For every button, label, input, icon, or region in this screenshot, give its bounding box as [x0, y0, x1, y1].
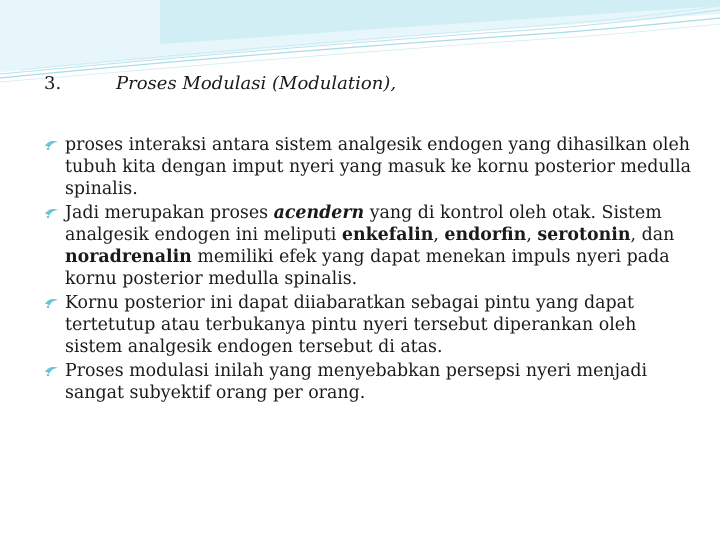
point-text: memiliki efek yang dapat menekan impuls nyeri pada kornu posterior medulla spinalis.: [65, 247, 670, 289]
term-acendern: acendern: [273, 203, 365, 223]
section-heading: [44, 72, 396, 96]
list-item: [44, 202, 694, 290]
wave-fill-inner: [160, 0, 720, 44]
section-title: Proses Modulasi (Modulation),: [116, 73, 397, 94]
term-enkefalin: enkefalin: [341, 225, 434, 245]
list-item: [44, 360, 694, 404]
point-text: Jadi merupakan proses: [65, 203, 274, 223]
term-endorfin: endorfin: [444, 225, 527, 245]
point-text: Proses modulasi inilah yang menyebabkan persepsi nyeri menjadi sangat subyektif orang per orang.: [65, 361, 648, 403]
flourish-bullet-icon: [44, 297, 60, 309]
point-text: ,: [433, 225, 445, 245]
point-text: yang di kontrol oleh otak. Sistem analgesik endogen ini meliputi: [65, 203, 662, 245]
term-serotonin: serotonin: [537, 225, 631, 245]
list-item: [44, 134, 694, 200]
list-item: [44, 292, 694, 358]
point-text: , dan: [630, 225, 675, 245]
point-text: ,: [526, 225, 538, 245]
flourish-bullet-icon: [44, 365, 60, 377]
section-number: 3.: [44, 73, 62, 94]
content-list: [44, 134, 694, 406]
term-noradrenalin: noradrenalin: [65, 247, 192, 267]
flourish-bullet-icon: [44, 139, 60, 151]
point-text: proses interaksi antara sistem analgesik endogen yang dihasilkan oleh tubuh kita dengan imput nyeri yang masuk ke kornu posterior medulla spinalis.: [65, 135, 692, 199]
flourish-bullet-icon: [44, 207, 60, 219]
point-text: Kornu posterior ini dapat diiabaratkan sebagai pintu yang dapat tertetutup atau terbukanya pintu nyeri tersebut diperankan oleh sistem analgesik endogen tersebut di atas.: [65, 293, 637, 357]
